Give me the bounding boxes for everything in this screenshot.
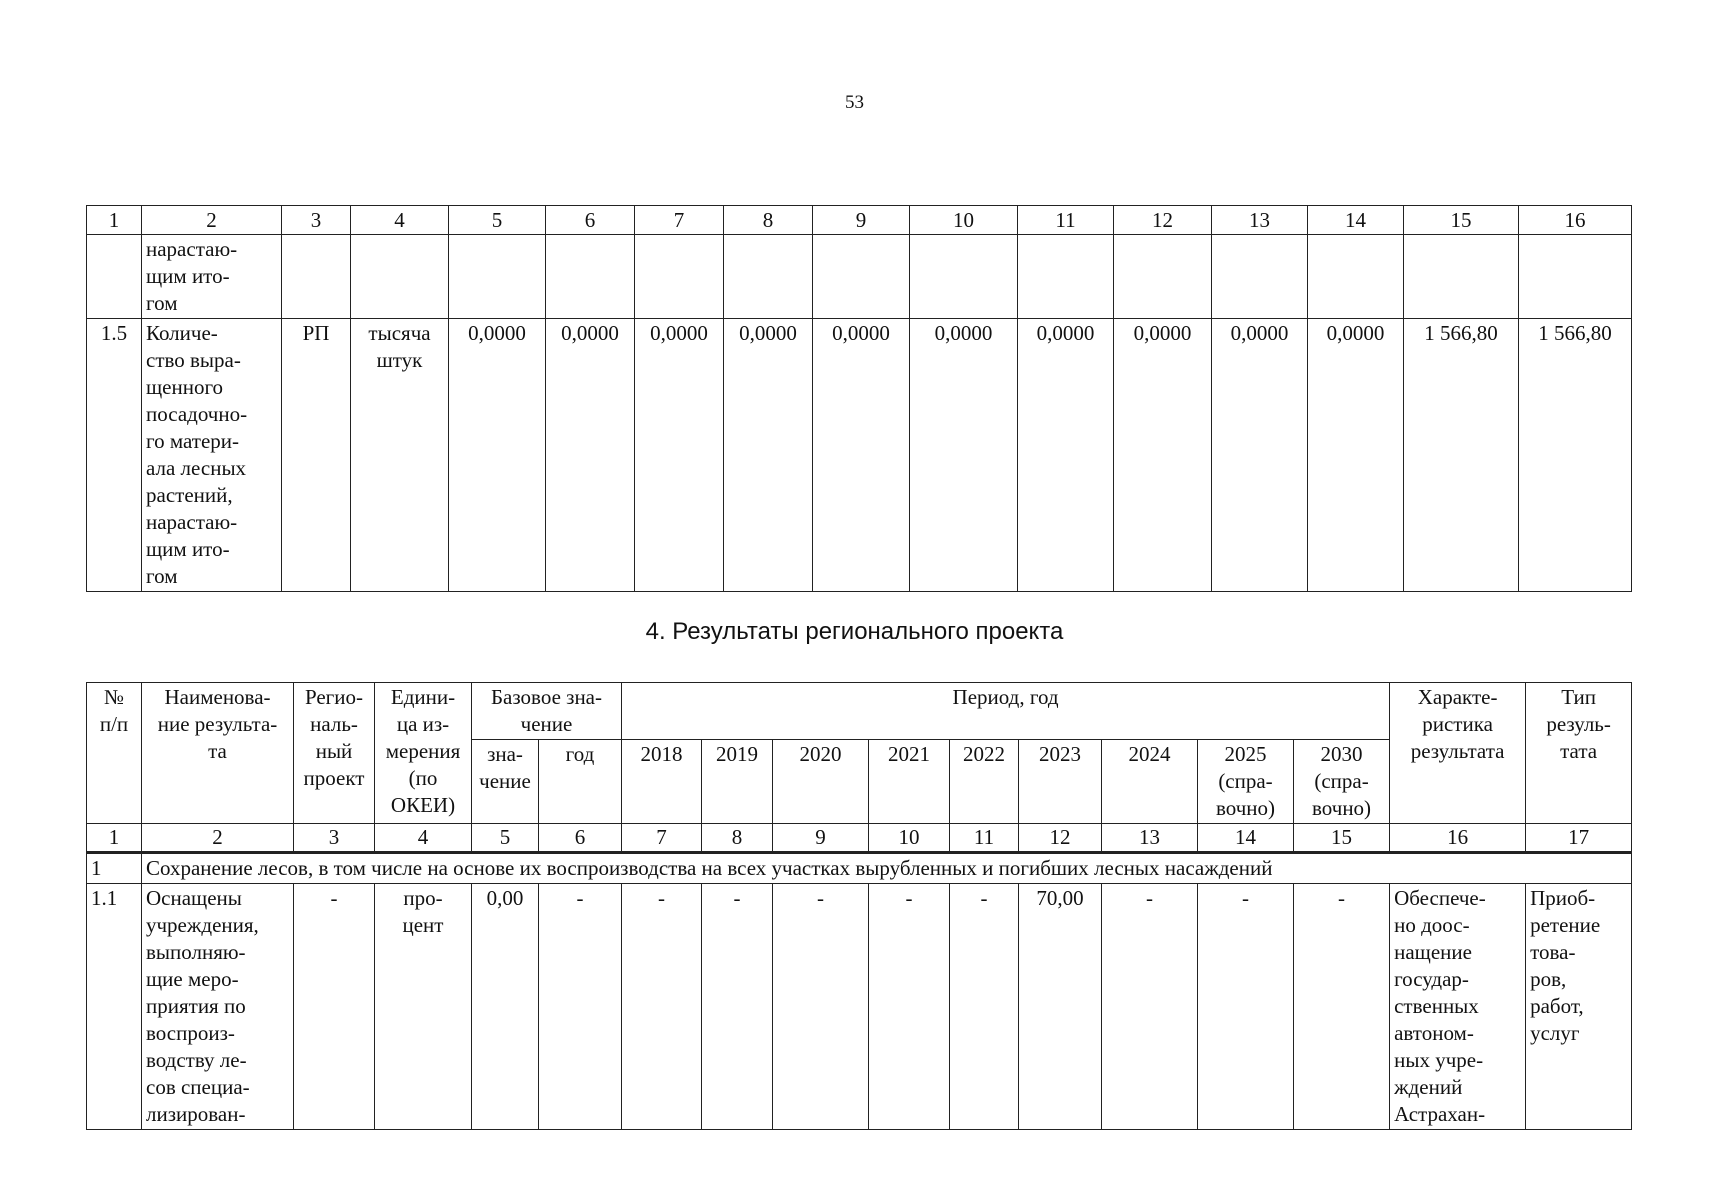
column-number: 2 [142,824,294,853]
column-number: 7 [635,206,724,235]
empty-cell [282,235,351,319]
column-number: 9 [813,206,910,235]
column-number: 16 [1519,206,1632,235]
column-number-row [87,824,1632,853]
header-year: 2024 [1102,740,1198,824]
empty-cell [449,235,546,319]
column-number: 6 [546,206,635,235]
value-cell: - [950,884,1019,1130]
header-name: Наименова- ние результа- та [142,683,294,824]
value-cell: - [1294,884,1390,1130]
table-row [87,884,1632,1130]
header-year: 2020 [773,740,869,824]
column-number: 13 [1102,824,1198,853]
empty-cell [724,235,813,319]
value-cell: 0,0000 [449,319,546,592]
header-base-val: зна- чение [472,740,539,824]
header-year: 2018 [622,740,702,824]
column-number: 9 [773,824,869,853]
header-year: 2021 [869,740,950,824]
column-number: 16 [1390,824,1526,853]
column-number: 5 [449,206,546,235]
empty-cell [1212,235,1308,319]
column-number: 11 [1018,206,1114,235]
column-number: 13 [1212,206,1308,235]
column-number: 5 [472,824,539,853]
header-row [87,683,1632,740]
continued-row [87,235,1632,319]
value-cell: 0,0000 [546,319,635,592]
value-cell: 0,0000 [910,319,1018,592]
column-number: 1 [87,824,142,853]
base-value: 0,00 [472,884,539,1130]
row-number: 1.1 [87,884,142,1130]
column-number: 15 [1294,824,1390,853]
results-table [86,682,1632,1130]
result-characteristic: Обеспече- но доос- нащение государ- ственных автоном- ных учре- ждений Астрахан- [1390,884,1526,1130]
empty-cell [813,235,910,319]
header-type: Тип резуль- тата [1526,683,1632,824]
column-number: 4 [351,206,449,235]
value-cell: 0,0000 [724,319,813,592]
result-name: Оснащены учреждения, выполняю- щие меро- приятия по воспроиз- водству ле- сов специа- лизирован- [142,884,294,1130]
column-number: 3 [282,206,351,235]
unit: про- цент [375,884,472,1130]
value-cell: 0,0000 [1114,319,1212,592]
header-unit: Едини- ца из- мерения (по ОКЕИ) [375,683,472,824]
column-number: 12 [1114,206,1212,235]
column-number: 4 [375,824,472,853]
header-base-value: Базовое зна- чение [472,683,622,740]
header-year: 2022 [950,740,1019,824]
header-num: № п/п [87,683,142,824]
unit: тысяча штук [351,319,449,592]
section-row [87,853,1632,884]
indicator-name-continued: нарастаю- щим ито- гом [142,235,282,319]
column-number: 10 [869,824,950,853]
column-number: 15 [1404,206,1519,235]
column-number: 12 [1019,824,1102,853]
empty-cell [1018,235,1114,319]
header-regional-project: Регио- наль- ный проект [294,683,375,824]
header-period: Период, год [622,683,1390,740]
column-number: 14 [1308,206,1404,235]
header-year: 2030 (спра- вочно) [1294,740,1390,824]
value-cell: 1 566,80 [1404,319,1519,592]
empty-cell [87,235,142,319]
regional-project: - [294,884,375,1130]
result-type: Приоб- ретение това- ров, работ, услуг [1526,884,1632,1130]
column-number: 2 [142,206,282,235]
value-cell: - [1102,884,1198,1130]
header-year: 2019 [702,740,773,824]
column-number: 6 [539,824,622,853]
empty-cell [546,235,635,319]
value-cell: 0,0000 [813,319,910,592]
column-number: 14 [1198,824,1294,853]
base-year: - [539,884,622,1130]
section-heading: Сохранение лесов, в том числе на основе их воспроизводства на всех участках вырубленных и погибших лесных насаждений [142,853,1632,884]
indicators-table [86,205,1632,592]
value-cell: 0,0000 [1018,319,1114,592]
empty-cell [1114,235,1212,319]
value-cell: - [1198,884,1294,1130]
page-number: 53 [845,92,864,113]
indicator-name: Количе- ство выра- щенного посадочно- го матери- ала лесных растений, нарастаю- щим ито- гом [142,319,282,592]
row-number: 1.5 [87,319,142,592]
header-characteristic: Характе- ристика результата [1390,683,1526,824]
column-number: 11 [950,824,1019,853]
empty-cell [1519,235,1632,319]
value-cell: 70,00 [1019,884,1102,1130]
empty-cell [910,235,1018,319]
value-cell: 0,0000 [1308,319,1404,592]
value-cell: - [773,884,869,1130]
column-number: 17 [1526,824,1632,853]
column-number: 10 [910,206,1018,235]
value-cell: 0,0000 [635,319,724,592]
column-number: 7 [622,824,702,853]
empty-cell [1404,235,1519,319]
value-cell: - [702,884,773,1130]
empty-cell [351,235,449,319]
empty-cell [635,235,724,319]
empty-cell [1308,235,1404,319]
column-number: 1 [87,206,142,235]
header-base-year: год [539,740,622,824]
column-number: 3 [294,824,375,853]
section-number: 1 [87,853,142,884]
column-number: 8 [724,206,813,235]
value-cell: - [622,884,702,1130]
column-number-row [87,206,1632,235]
header-year: 2025 (спра- вочно) [1198,740,1294,824]
project-type: РП [282,319,351,592]
header-year: 2023 [1019,740,1102,824]
value-cell: 1 566,80 [1519,319,1632,592]
column-number: 8 [702,824,773,853]
value-cell: 0,0000 [1212,319,1308,592]
table-row [87,319,1632,592]
section-title: 4. Результаты регионального проекта [645,618,1064,645]
value-cell: - [869,884,950,1130]
